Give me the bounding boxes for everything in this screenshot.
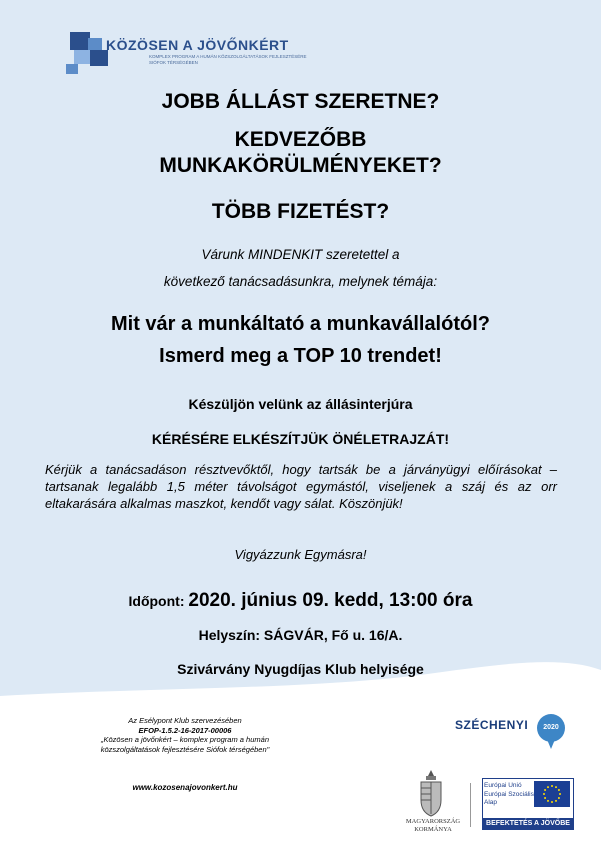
project-logo	[66, 30, 306, 78]
headline-1: JOBB ÁLLÁST SZERETNE?	[161, 90, 440, 113]
eu-star	[544, 789, 546, 791]
headline-2a: KEDVEZŐBB	[234, 128, 367, 151]
topic-line-1: Mit vár a munkáltató a munkavállalótól?	[111, 313, 490, 335]
eu-star	[555, 800, 557, 802]
website-link[interactable]: www.kozosenajovonkert.hu	[132, 783, 238, 792]
event-venue: Szivárvány Nyugdíjas Klub helyisége	[177, 661, 424, 677]
cv-offer: KÉRÉSÉRE ELKÉSZÍTJÜK ÖNÉLETRAJZÁT!	[151, 431, 450, 447]
eu-star	[555, 786, 557, 788]
health-notice: Kérjük a tanácsadáson résztvevőktől, hogy tartsák be a járványügyi előírásokat – tartsanak legalább 1,5 méter távolságot egymástól, viseljenek a száj és az orr eltakarására alkalmas maszkot, kendőt vagy sálat. Köszönjük!	[45, 462, 557, 511]
eu-star	[544, 797, 546, 799]
logo-subtitle: KOMPLEX PROGRAM A HUMÁN KÖZSZOLGÁLTATÁSOK FEJLESZTÉSÉRE SIÓFOK TÉRSÉGÉBEN	[149, 54, 307, 65]
eu-star	[543, 793, 545, 795]
government-label: MAGYARORSZÁG KORMÁNYA	[405, 818, 461, 833]
invite-line-2: következő tanácsadásunkra, melynek témája:	[163, 274, 438, 289]
event-location: Helyszín: SÁGVÁR, Fő u. 16/A.	[198, 627, 403, 643]
topic-line-2: Ismerd meg a TOP 10 trendet!	[159, 345, 442, 367]
care-message: Vigyázzunk Egymásra!	[234, 547, 367, 562]
eu-star	[547, 800, 549, 802]
eu-label: Európai Unió Európai Szociális Alap	[484, 782, 534, 806]
logo-title: KÖZÖSEN A JÖVŐNKÉRT	[106, 37, 289, 53]
hungarian-crest-icon	[411, 768, 451, 818]
eu-banner: BEFEKTETÉS A JÖVŐBE	[482, 818, 574, 830]
eu-star	[558, 797, 560, 799]
szechenyi-logo-text: SZÉCHENYI	[455, 718, 529, 732]
szechenyi-2020-icon: 2020	[537, 714, 565, 742]
eu-flag-icon	[534, 781, 570, 807]
event-time: Időpont: 2020. június 09. kedd, 13:00 óra	[128, 590, 473, 611]
invite-line-1: Várunk MINDENKIT szeretettel a	[201, 247, 400, 262]
interview-prep: Készüljön velünk az állásinterjúra	[188, 396, 413, 412]
eu-star	[551, 801, 553, 803]
eu-star	[551, 785, 553, 787]
eu-star	[547, 786, 549, 788]
organizer-info: Az Esélypont Klub szervezésében EFOP-1.5.2-16-2017-00006 „Közösen a jövőnkért – komplex program a humán közszolgáltatások fejlesztésére Siófok térségében"	[100, 716, 270, 754]
headline-2b: MUNKAKÖRÜLMÉNYEKET?	[159, 154, 442, 177]
divider	[470, 783, 471, 827]
eu-star	[559, 793, 561, 795]
headline-3: TÖBB FIZETÉST?	[211, 200, 390, 223]
eu-star	[558, 789, 560, 791]
